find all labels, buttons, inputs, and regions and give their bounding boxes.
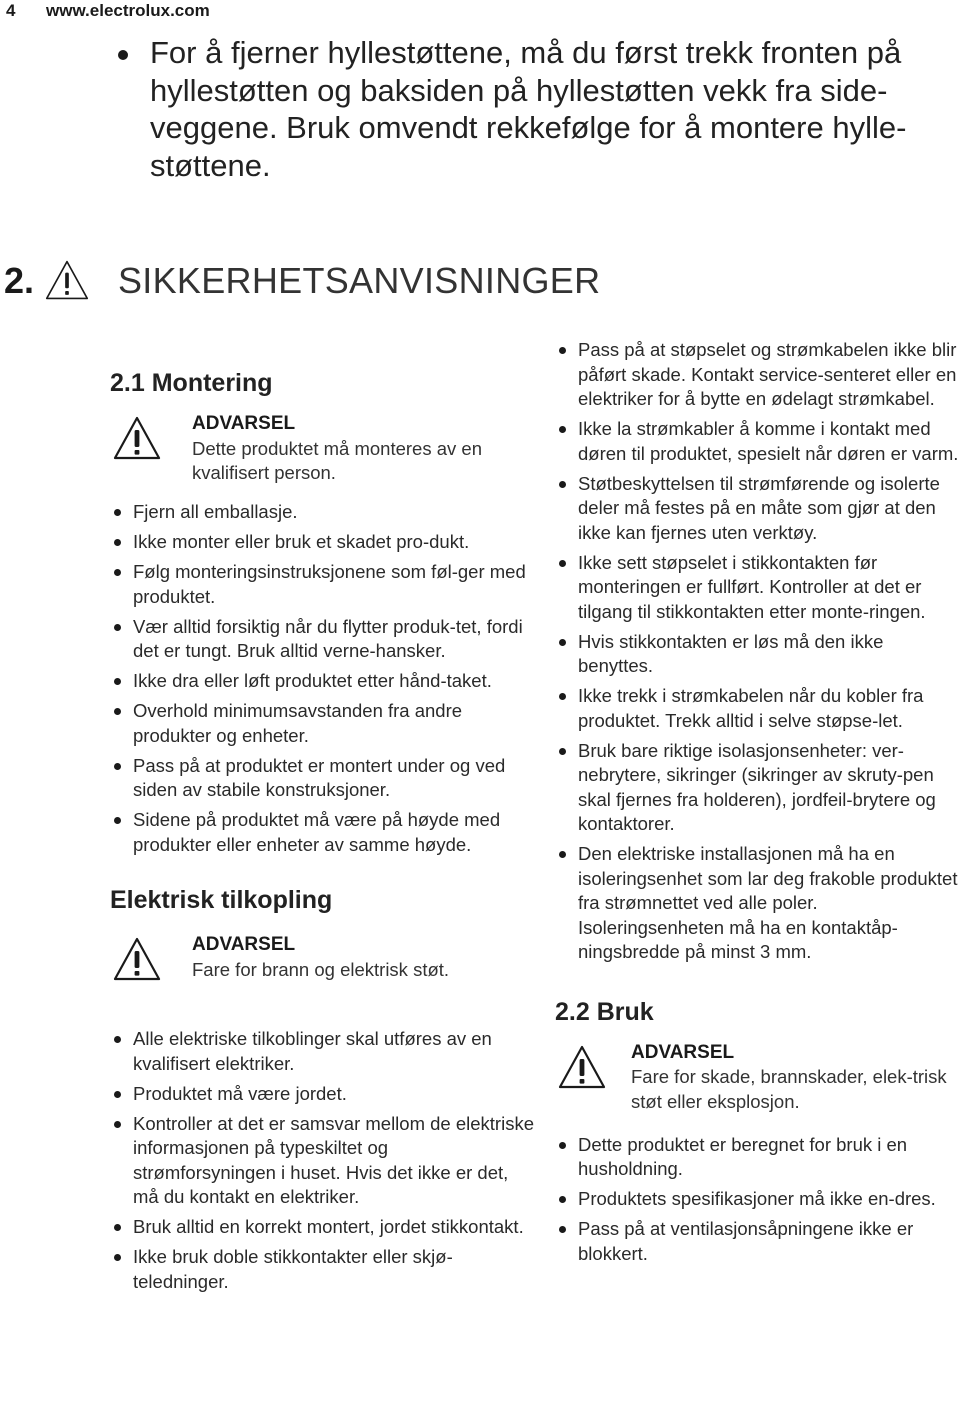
section-heading [0,258,700,306]
list-item: Ikke trekk i strømkabelen når du kobler fra produktet. Trekk alltid i selve støpse-let. [555,684,960,733]
warning-box [555,1041,960,1115]
subsection-title: Montering [151,369,273,397]
list-item: Ikke sett støpselet i stikkontakten før monteringen er fullført. Kontroller at det er tilgang til stikkontakten etter monte-ringen. [555,551,960,625]
list-item: Hvis stikkontakten er løs må den ikke benyttes. [555,630,960,679]
right-column [555,338,960,1272]
warning-icon [112,936,162,982]
list-item: Pass på at ventilasjonsåpningene ikke er blokkert. [555,1217,960,1266]
section-number: 2. [4,260,35,301]
warning-text: Fare for brann og elektrisk støt. [192,958,450,980]
intro-bullet-list [118,34,948,185]
list-item: Pass på at produktet er montert under og ved siden av stabile konstruksjoner. [110,754,535,803]
warning-box [110,412,535,486]
bruk-bullet-list [555,1133,960,1267]
list-item: Dette produktet er beregnet for bruk i en husholdning. [555,1133,960,1182]
subsection-title: Bruk [596,997,654,1026]
list-item: Vær alltid forsiktig når du flytter produk-tet, fordi det er tungt. Bruk alltid verne-hansker. [110,615,535,664]
list-item: Følg monteringsinstruksjonene som føl-ger med produktet. [110,560,535,609]
list-item: Fjern all emballasje. [110,500,535,525]
list-item: Støtbeskyttelsen til strømførende og isolerte deler må festes på en måte som gjør at den ikke kan fjernes uten verktøy. [555,472,960,546]
right-bullet-list [555,338,960,965]
warning-title: ADVARSEL [192,934,296,955]
list-item: Kontroller at det er samsvar mellom de elektriske informasjonen på typeskiltet og strømforsyningen i huset. Hvis det ikke er det, må du kontakt en elektriker. [110,1112,535,1210]
list-item: Overhold minimumsavstanden fra andre produkter og enheter. [110,699,535,748]
subsection-number: 2.1 [110,369,145,397]
list-item: Bruk bare riktige isolasjonsenheter: ver-nebrytere, sikringer (sikringer av skruty-pen skal fjernes fra holderen), jordfeil-brytere og kontaktorer. [555,739,960,837]
list-item: Pass på at støpselet og strømkabelen ikke blir påført skade. Kontakt service-senteret eller en elektriker for å bytte en ødelagt strømkabel. [555,338,960,412]
subsection-heading-bruk [555,993,960,1031]
warning-icon [557,1044,607,1090]
list-item: Den elektriske installasjonen må ha en isoleringsenhet som lar deg frakoble produktet fra strømnettet ved alle poler. Isoleringsenheten må ha en kontaktåp-ningsbredde på minst 3 mm. [555,842,960,965]
warning-title: ADVARSEL [631,1041,735,1063]
warning-box [110,933,535,1007]
subsection-title: Elektrisk tilkopling [110,886,333,914]
website-link[interactable]: www.electrolux.com [46,1,210,20]
list-item: Ikke monter eller bruk et skadet pro-dukt. [110,530,535,555]
list-item: For å fjerner hyllestøttene, må du først trekk fronten på hyllestøtten og baksiden på hyllestøtten vekk fra side-veggene. Bruk omvendt rekkefølge for å montere hylle-støttene. [118,34,948,185]
list-item: Alle elektriske tilkoblinger skal utføres av en kvalifisert elektriker. [110,1027,535,1076]
list-item: Ikke la strømkabler å komme i kontakt med døren til produktet, spesielt når døren er varm. [555,417,960,466]
list-item: Bruk alltid en korrekt montert, jordet stikkontakt. [110,1215,535,1240]
subsection-heading-elektrisk [110,881,535,919]
warning-title: ADVARSEL [192,413,296,434]
warning-text: Dette produktet må monteres av en kvalifisert person. [192,437,482,483]
list-item: Produktets spesifikasjoner må ikke en-dres. [555,1187,960,1212]
list-item: Ikke bruk doble stikkontakter eller skjø-teledninger. [110,1245,535,1294]
warning-text: Fare for skade, brannskader, elek-trisk støt eller eksplosjon. [631,1066,947,1112]
montering-bullet-list [110,500,535,857]
section-title: SIKKERHETSANVISNINGER [118,260,601,301]
warning-triangle-icon [44,258,90,302]
list-item: Ikke dra eller løft produktet etter hånd-taket. [110,669,535,694]
page-number: 4 [6,1,16,20]
left-column [110,364,535,1300]
subsection-number: 2.2 [555,997,590,1026]
list-item: Produktet må være jordet. [110,1082,535,1107]
list-item: Sidene på produktet må være på høyde med produkter eller enheter av samme høyde. [110,808,535,857]
warning-icon [112,415,162,461]
subsection-heading-montering [110,364,535,402]
elektrisk-bullet-list [110,1027,535,1294]
page-header [6,0,210,22]
